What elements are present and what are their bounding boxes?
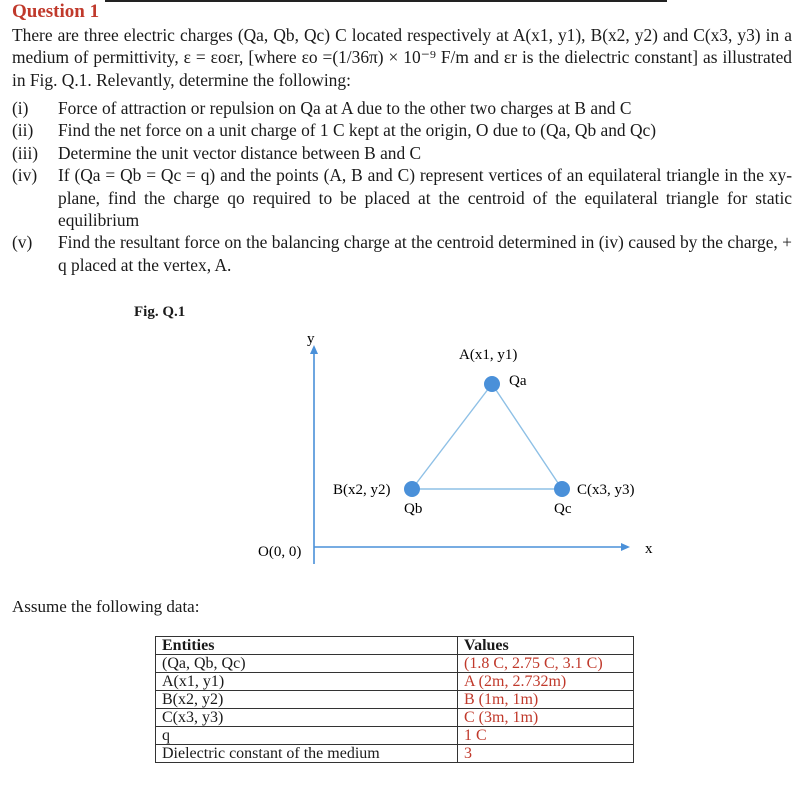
origin-label: O(0, 0) [258, 544, 302, 560]
item-text: Force of attraction or repulsion on Qa at A due to the other two charges at B and C [58, 98, 632, 118]
point-c-label: C(x3, y3) [577, 482, 635, 498]
item-text: Determine the unit vector distance between B and C [58, 142, 422, 163]
table-row [156, 655, 634, 673]
value-cell: 1 C [458, 727, 634, 745]
charge-b-label: Qb [404, 501, 423, 517]
table-header-row [156, 637, 634, 655]
x-axis-arrow-icon [621, 543, 630, 551]
assume-text: Assume the following data: [12, 597, 200, 616]
table-row [156, 691, 634, 709]
side-ac [492, 384, 562, 489]
item-text: Find the net force on a unit charge of 1 C kept at the origin, O due to (Qa, Qb and Qc) [58, 120, 657, 141]
charge-a-label: Qa [509, 373, 527, 389]
item-number: (ii) [12, 120, 34, 141]
data-table [155, 636, 634, 763]
item-number: (i) [12, 98, 29, 118]
y-axis-label: y [307, 331, 315, 347]
value-cell: C (3m, 1m) [458, 709, 634, 727]
figure-label: Fig. Q.1 [134, 304, 186, 320]
value-cell: A (2m, 2.732m) [458, 673, 634, 691]
entity-cell: A(x1, y1) [156, 673, 458, 691]
value-cell: 3 [458, 745, 634, 763]
charge-a-dot [484, 376, 500, 392]
table-row [156, 709, 634, 727]
charge-b-dot [404, 481, 420, 497]
value-cell: B (1m, 1m) [458, 691, 634, 709]
header-values: Values [458, 637, 634, 655]
question-intro: There are three electric charges (Qa, Qb, Qc) C located respectively at A(x1, y1), B(x2, y2) and C(x3, y3) in a medium of permittivity, ε = εoεr, [where εo =(1/36π) × 10⁻⁹ F/m and εr is the dielectric constant] as illustrated in Fig. Q.1. Relevantly, determine the following: [12, 25, 792, 90]
item-text: If (Qa = Qb = Qc = q) and the points (A, B and C) represent vertices of an equilateral triangle in the xy-plane, find the charge qo required to be placed at the centroid of the equilateral triangle for static equilibrium [58, 165, 792, 231]
item-text: Find the resultant force on the balancing charge at the centroid determined in (iv) caused by the charge, + q placed at the vertex, A. [58, 232, 792, 275]
item-number: (v) [12, 232, 33, 253]
entity-cell: (Qa, Qb, Qc) [156, 655, 458, 673]
entity-cell: C(x3, y3) [156, 709, 458, 727]
entity-cell: Dielectric constant of the medium [156, 745, 458, 763]
header-entities: Entities [156, 637, 458, 655]
charge-c-label: Qc [554, 501, 572, 517]
point-a-label: A(x1, y1) [459, 347, 518, 363]
point-b-label: B(x2, y2) [333, 482, 391, 498]
value-cell: (1.8 C, 2.75 C, 3.1 C) [458, 655, 634, 673]
entity-cell: B(x2, y2) [156, 691, 458, 709]
charge-c-dot [554, 481, 570, 497]
question-title: Question 1 [12, 1, 100, 22]
table-row [156, 745, 634, 763]
item-number: (iii) [12, 142, 39, 163]
table-row [156, 727, 634, 745]
x-axis-label: x [645, 541, 653, 557]
entity-cell: q [156, 727, 458, 745]
table-row [156, 673, 634, 691]
side-ab [412, 384, 492, 489]
item-number: (iv) [12, 165, 38, 186]
